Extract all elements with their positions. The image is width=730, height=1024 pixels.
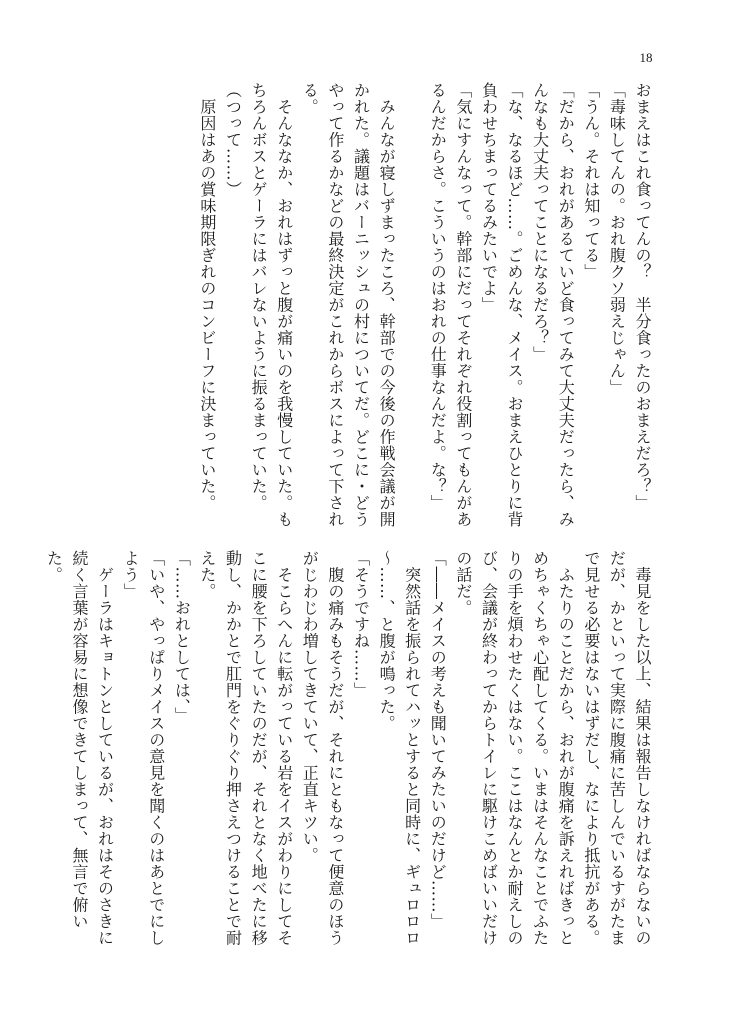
- text-column-top: [130, 82, 655, 542]
- page-number: 18: [639, 50, 653, 65]
- paragraph: 「――メイスの考えも聞いてみたいのだけど……」: [428, 550, 448, 930]
- paragraph: 「気にすんなって。幹部にだってそれぞれ役割ってもんがあるんだからさ。こういうのはおれの仕事なんだよ。な？」: [428, 82, 473, 528]
- paragraph: 「うん。それは知ってる」: [581, 82, 601, 280]
- paragraph: 「だから、おれがあるていど食ってみて大丈夫だったら、みんなも大丈夫ってことになるだろ？」: [530, 82, 576, 528]
- paragraph: ゲーラはキョトンとしているが、おれはそのさきに続く言葉が容易に想像できてしまって、無言で俯いた。: [44, 550, 115, 946]
- paragraph: そんななか、おれはずっと腹が痛いのを我慢していた。もちろんボスとゲーラにはバレないように振るまっていた。: [249, 82, 294, 528]
- paragraph: 「……おれとしては、」: [172, 550, 192, 724]
- paragraph: おまえはこれ食ってんの？ 半分食ったのおまえだろ？」: [633, 82, 652, 511]
- paragraph: みんなが寝しずまったころ、幹部での今後の作戦会議が開かれた。議題はバーニッシュの村についてだ。どこに・どうやって作るかなどの最終決定がこれからボスによって下される。: [300, 82, 397, 528]
- paragraph: 毒見をした以上、結果は報告しなければならないのだが、かといって実際に腹痛に苦しんでいるすがたまで見せる必要はないはずだし、なにより抵抗がある。: [581, 550, 652, 946]
- paragraph: 原因はあの賞味期限ぎれのコンビーフに決まっていた。: [197, 82, 217, 511]
- paragraph: （つって……）: [223, 82, 243, 198]
- paragraph: 腹の痛みもそうだが、それにともなって便意のほうがじわじわ増してきていて、正直キツい。: [300, 550, 345, 946]
- text-column-bottom: [44, 550, 655, 950]
- paragraph: 突然話を振られてハッとすると同時に、ギュロロロ～……、と腹が鳴った。: [377, 550, 422, 946]
- paragraph: 「そうですね……」: [351, 550, 371, 699]
- paragraph: 「な、なるほど……。ごめんな、メイス。おまえひとりに背負わせちまってるみたいでよ」: [479, 82, 525, 528]
- paragraph: そこらへんに転がっている岩をイスがわりにしてそこに腰を下ろしていたのだが、それとなく地べたに移動し、かかとで肛門をぐりぐり押さえつけることで耐えた。: [197, 550, 294, 946]
- paragraph: ふたりのことだから、おれが腹痛を訴えればきっとめちゃくちゃ心配してくる。いまはそんなことでふたりの手を煩わせたくはない。ここはなんとか耐えしのび、会議が終わってからトイレに駆けこめばいいだけの話だ。: [453, 550, 576, 946]
- blank-line: [399, 82, 425, 542]
- paragraph: 「毒味してんの。おれ腹クソ弱えじゃん」: [607, 82, 627, 396]
- paragraph: 「いや、やっぱりメイスの意見を聞くのはあとでにしよう」: [121, 550, 166, 946]
